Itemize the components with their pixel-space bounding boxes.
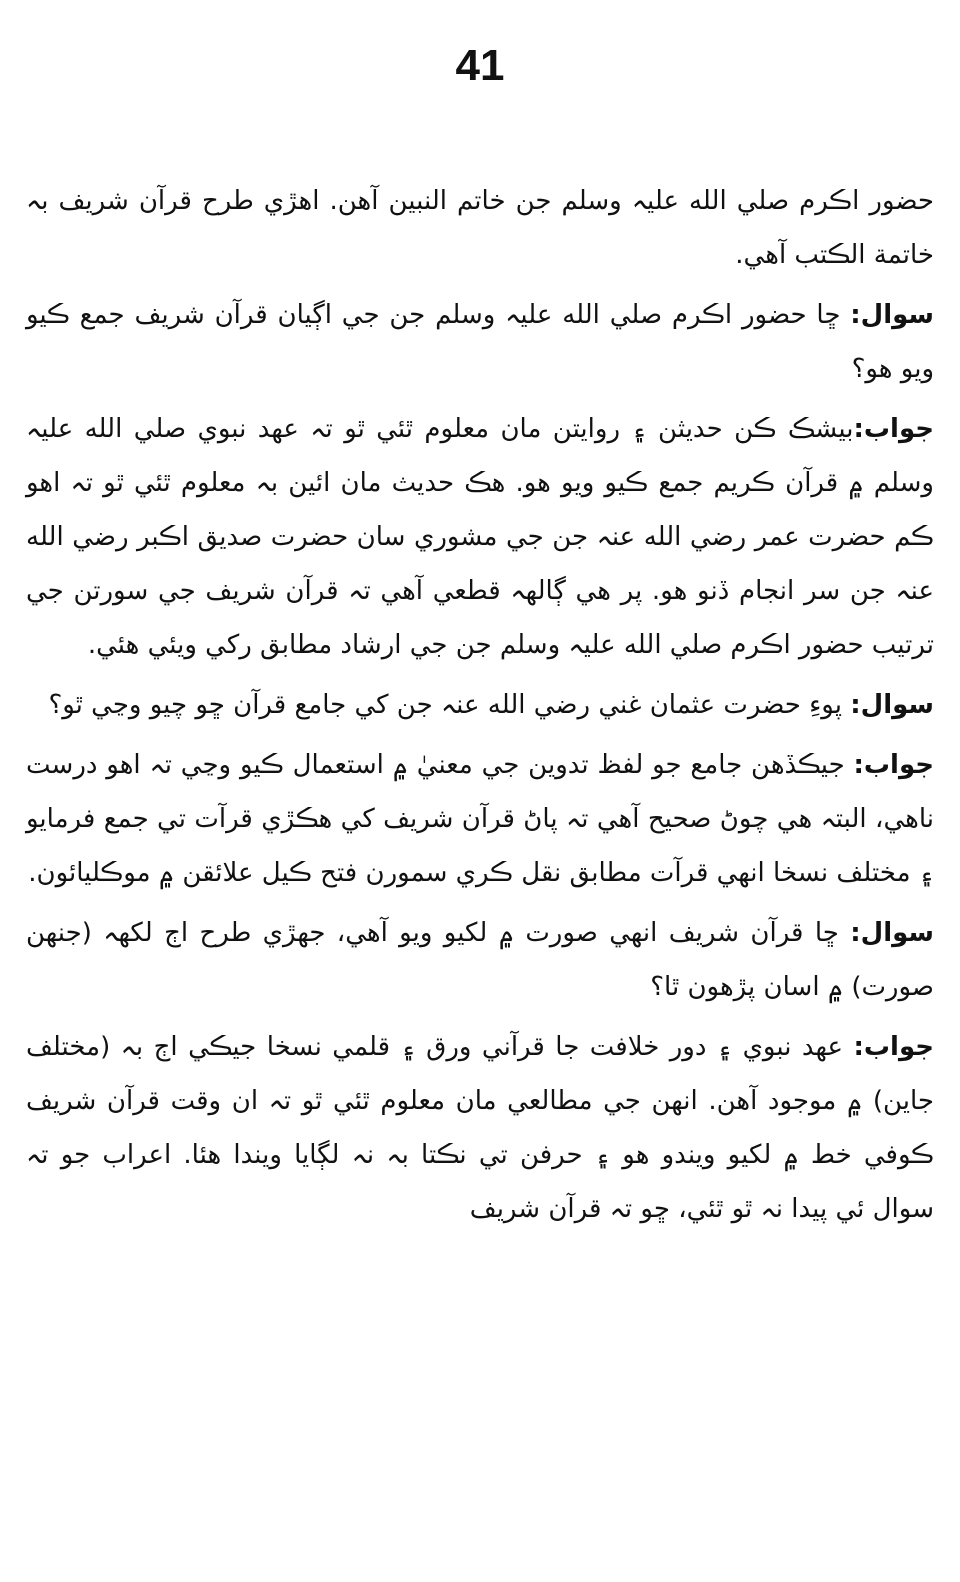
page-body [26, 174, 934, 1236]
question-3 [26, 906, 934, 1014]
answer-label: جواب: [853, 750, 934, 780]
question-label: سوال: [850, 918, 934, 948]
answer-text: جيڪڏهن جامع جو لفظ تدوين جي معنيٰ ۾ استعمال ڪيو وڃي تہ اهو درست ناهي، البتہ هي چوڻ صحيح آهي تہ پاڻ قرآن شريف کي هڪڙي قرآت تي جمع فرمايو ۽ مختلف نسخا انهي قرآت مطابق نقل ڪري سمورن فتح ڪيل علائقن ۾ موڪليائون. [26, 750, 934, 888]
paragraph-intro [26, 174, 934, 282]
question-2 [26, 678, 934, 732]
answer-2 [26, 738, 934, 900]
question-text: ڇا قرآن شريف انهي صورت ۾ لکيو ويو آهي، جهڙي طرح اڄ لکهہ (جنهن صورت) ۾ اسان پڙهون ٿا؟ [26, 918, 934, 1002]
answer-label: جواب: [853, 1032, 934, 1062]
answer-label: جواب: [853, 414, 934, 444]
question-text: پوءِ حضرت عثمان غني رضي الله عنہ جن کي جامع قرآن ڇو چيو وڃي ٿو؟ [48, 690, 851, 720]
answer-text: عهد نبوي ۽ دور خلافت جا قرآني ورق ۽ قلمي نسخا جيڪي اڄ بہ (مختلف جاين) ۾ موجود آهن. انهن جي مطالعي مان معلوم ٿئي ٿو تہ ان وقت قرآن شريف ڪوفي خط ۾ لکيو ويندو هو ۽ حرفن تي نڪتا بہ نہ لڳايا ويندا هئا. اعراب جو تہ سوال ئي پيدا نہ ٿو ٿئي، ڇو تہ قرآن شريف [26, 1032, 934, 1224]
page-number: 41 [455, 41, 505, 90]
answer-1 [26, 402, 934, 672]
question-text: ڇا حضور اڪرم صلي الله عليہ وسلم جن جي اڳيان قرآن شريف جمع ڪيو ويو هو؟ [26, 300, 934, 384]
answer-text: بيشڪ ڪن حديثن ۽ روايتن مان معلوم ٿئي ٿو تہ عهد نبوي صلي الله عليہ وسلم ۾ قرآن ڪريم جمع ڪيو ويو هو. هڪ حديث مان ائين بہ معلوم ٿئي ٿو تہ اهو ڪم حضرت عمر رضي الله عنہ جن جي مشوري سان حضرت صديق اڪبر رضي الله عنہ جن سر انجام ڏنو هو. پر هي ڳالهہ قطعي آهي تہ قرآن شريف جي سورتن جي ترتيب حضور اڪرم صلي الله عليہ وسلم جن جي ارشاد مطابق رکي ويئي هئي. [26, 414, 934, 660]
question-label: سوال: [850, 690, 934, 720]
answer-3 [26, 1020, 934, 1236]
question-label: سوال: [850, 300, 934, 330]
question-1 [26, 288, 934, 396]
paragraph-text: حضور اڪرم صلي الله عليہ وسلم جن خاتم النبين آهن. اهڙي طرح قرآن شريف بہ خاتمة الڪتب آهي. [26, 186, 934, 270]
